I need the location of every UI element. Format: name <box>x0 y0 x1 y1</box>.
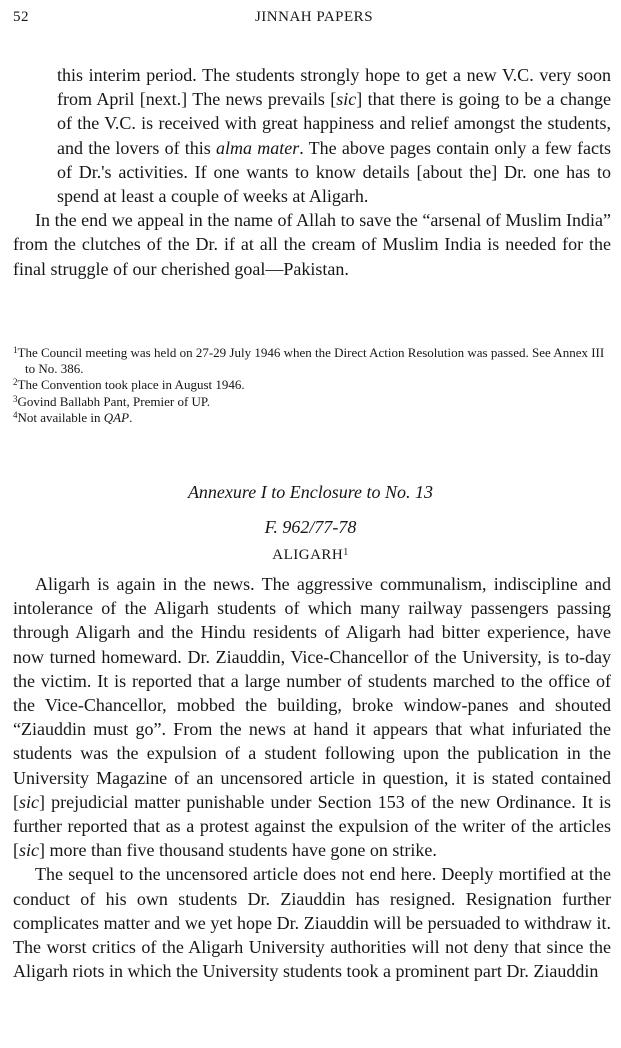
footnote: $^2$The Convention took place in August 1946. <box>13 377 245 393</box>
article-title: ALIGARH$^1$ <box>272 547 349 563</box>
page-header <box>13 9 615 31</box>
file-reference: F. 962/77-78 <box>264 517 357 537</box>
footnotes <box>13 345 611 426</box>
running-head: JINNAH PAPERS <box>254 9 374 25</box>
article-paragraph: Aligarh is again in the news. The aggressive communalism, indiscipline and intolerance of the Aligarh students of which many railway passengers passing through Aligarh and the Hindu residents of Aligarh had bitter experience, have now turned homeward. Dr. Ziauddin, Vice-Chancellor of the University, is to-day the victim. It is reported that a large number of students marched to the office of the Vice-Chancellor, mobbed the building, broke window-panes and shouted “Ziauddin must go”. From the news at hand it appears that what infuriated the students was the expulsion of a student following upon the publication in the University Magazine of an uncensored article in question, it is stated contained [sic] prejudicial matter punishable under Section 153 of the new Ordinance. It is further reported that as a protest against the expulsion of the writer of the articles [sic] more than five thousand students have gone on strike. <box>13 574 611 861</box>
footnote: $^4$Not available in QAP. <box>13 409 133 425</box>
page-number: 52 <box>13 9 29 25</box>
annexure-title: Annexure I to Enclosure to No. 13 <box>187 482 434 502</box>
quoted-paragraph: this interim period. The students strongly hope to get a new V.C. very soon from April [next.] The news prevails [sic] that there is going to be a change of the V.C. is received with great happiness and relief amongst the students, and the lovers of this alma mater. The above pages contain only a few facts of Dr.'s activities. If one wants to know details [about the] Dr. one has to spend at least a couple of weeks at Aligarh. <box>57 65 611 207</box>
footnote: $^1$The Council meeting was held on 27-29 July 1946 when the Direct Action Resolution was passed. See Annex III to No. 386. <box>13 345 605 377</box>
article-paragraph: The sequel to the uncensored article does not end here. Deeply mortified at the conduct of his own students Dr. Ziauddin has resigned. Resignation further complicates matter and we yet hope Dr. Ziauddin will be persuaded to withdraw it. The worst critics of the Aligarh University authorities will not deny that since the Aligarh riots in which the University students took a prominent part Dr. Ziauddin <box>13 864 611 982</box>
top-text-block <box>13 63 611 281</box>
appeal-paragraph: In the end we appeal in the name of Allah to save the “arsenal of Muslim India” from the clutches of the Dr. if at all the cream of Muslim India is needed for the final struggle of our cherished goal—Pakistan. <box>13 210 611 279</box>
footnote: $^3$Govind Ballabh Pant, Premier of UP. <box>13 393 210 409</box>
article-text-block <box>13 572 611 983</box>
